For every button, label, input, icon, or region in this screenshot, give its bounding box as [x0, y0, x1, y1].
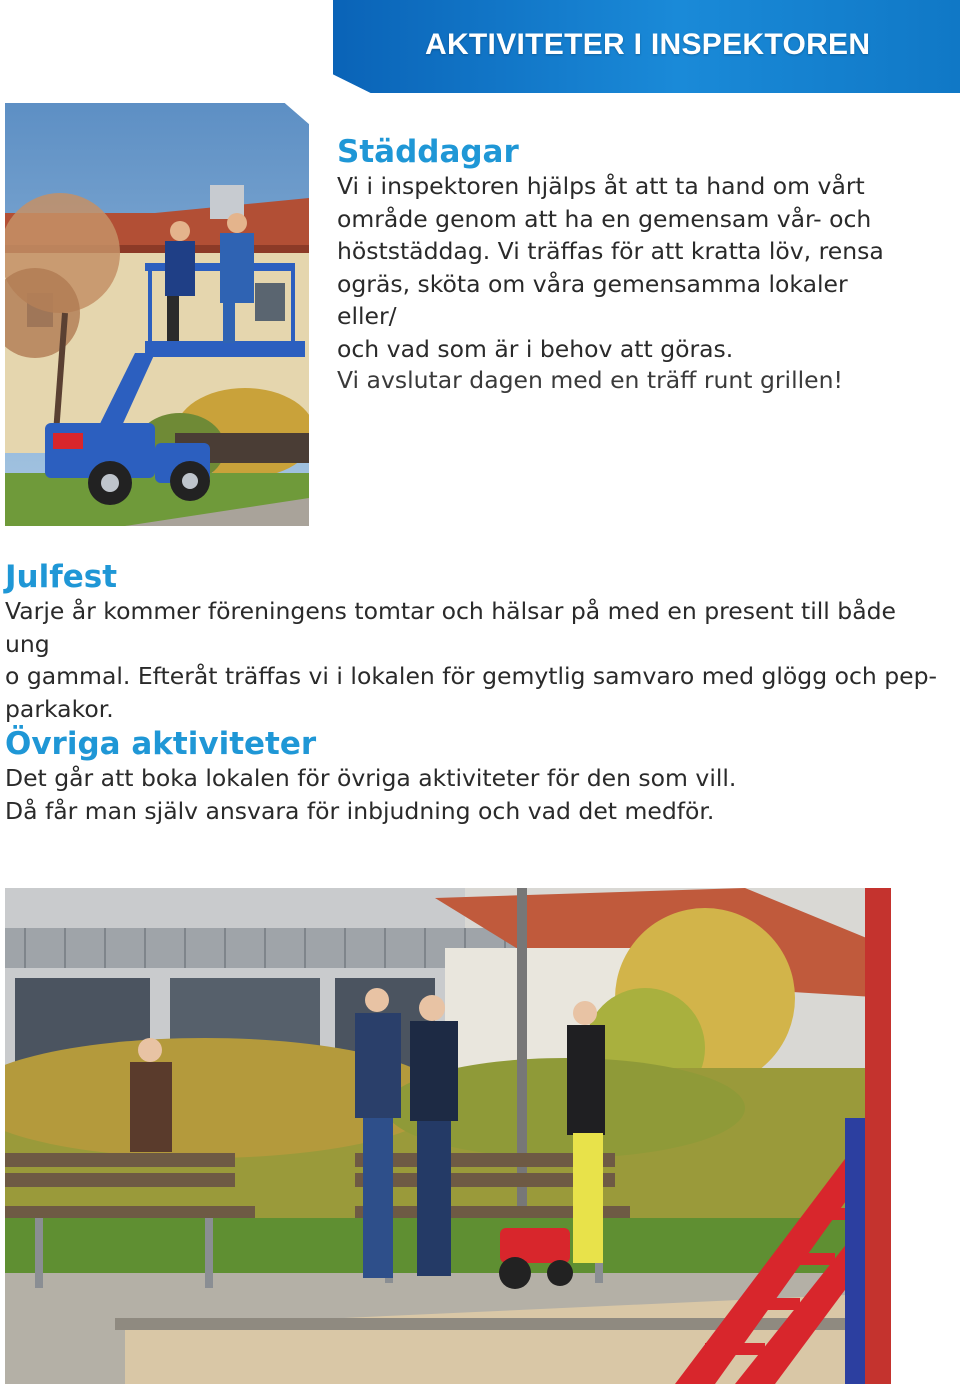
body-line: höststäddag. Vi träffas för att kratta löv, rensa: [337, 237, 884, 265]
body-line: parkakor.: [5, 694, 114, 723]
page-title: AKTIVITETER I INSPEKTOREN: [425, 28, 871, 61]
section-heading-christmas-party: Julfest: [5, 559, 118, 595]
section-heading-cleaning-days: Städdagar: [337, 134, 519, 170]
body-line: ogräs, sköta om våra gemensamma lokaler eller/: [337, 269, 848, 330]
body-line: Det går att boka lokalen för övriga aktiviteter för den som vill.: [5, 764, 737, 792]
body-line: Vi i inspektoren hjälps åt att ta hand om vårt: [337, 172, 865, 200]
section-body-other-activities: [5, 762, 945, 827]
section-closing-cleaning-days: Vi avslutar dagen med en träff runt grillen!: [337, 366, 843, 394]
section-heading-other-activities: Övriga aktiviteter: [5, 726, 317, 762]
body-line: Varje år kommer föreningens tomtar och hälsar på med en present till både ung: [5, 597, 896, 658]
photo-lift-cleaning-day: [5, 103, 309, 526]
body-line: och vad som är i behov att göras.: [337, 334, 734, 363]
section-body-christmas-party: [5, 595, 945, 725]
section-body-cleaning-days: [337, 170, 897, 365]
body-line: område genom att ha en gemensam vår- och: [337, 204, 872, 233]
body-line: o gammal. Efteråt träffas vi i lokalen för gemytlig samvaro med glögg och pep-: [5, 662, 938, 690]
body-line: Då får man själv ansvara för inbjudning och vad det medför.: [5, 796, 715, 825]
photo-playground-group: [5, 888, 891, 1384]
